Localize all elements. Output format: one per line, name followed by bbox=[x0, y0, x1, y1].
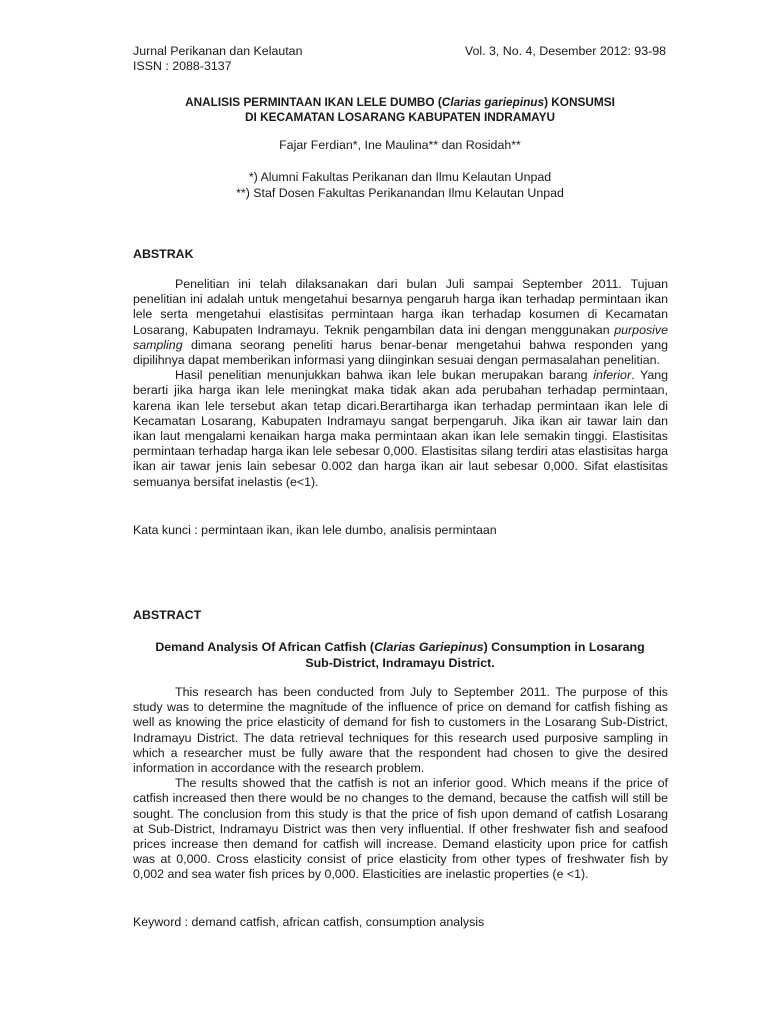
text-italic: inferior bbox=[593, 368, 632, 383]
abstrak-keywords: Kata kunci : permintaan ikan, ikan lele dumbo, analisis permintaan bbox=[133, 523, 497, 537]
title-part: ANALISIS PERMINTAAN IKAN LELE DUMBO ( bbox=[185, 95, 442, 109]
authors: Fajar Ferdian*, Ine Maulina** dan Rosidah** bbox=[279, 138, 521, 152]
abstrak-paragraph-2 bbox=[133, 368, 668, 490]
abstract-heading: ABSTRACT bbox=[133, 608, 202, 622]
abstract-body bbox=[133, 685, 668, 883]
title-part: Demand Analysis Of African Catfish ( bbox=[155, 640, 375, 654]
title-part: ) KONSUMSI bbox=[544, 95, 615, 109]
abstrak-heading: ABSTRAK bbox=[133, 247, 194, 261]
abstrak-body bbox=[133, 277, 668, 490]
abstract-paragraph-1: This research has been conducted from July to September 2011. The purpose of this study was to determine the magnitude of the influence of price on demand for catfish fishing as well as knowing the price elasticity of demand for fish to customers in the Losarang Sub-District, Indramayu District. The data retrieval techniques for this research used purposive sampling in which a researcher must be fully aware that the respondent had chosen to give the desired information in accordance with the research problem. bbox=[133, 685, 668, 776]
text-run: . Yang berarti jika harga ikan lele meningkat maka tidak akan ada perubahan terhadap permintaan, karena ikan lele tersebut akan tetap dicari.Berartiharga ikan terhadap permintaan ikan lele di Kecamatan Losarang, Kabupaten Indramayu sangat berpengaruh. Jika ikan air tawar lain dan ikan laut mengalami kenaikan harga maka permintaan akan ikan lele semakin tinggi. Elastisitas permintaan terhadap harga ikan lele sebesar 0,000. Elastisitas silang terdiri atas elastisitas harga ikan air tawar jenis lain sebesar 0.002 dan harga ikan air laut sebesar 0,000. Sifat elastisitas semuanya bersifat inelastis (e<1). bbox=[133, 368, 668, 489]
text-italic: purposive sampling bbox=[133, 322, 668, 352]
affiliation-1: *) Alumni Fakultas Perikanan dan Ilmu Kelautan Unpad bbox=[248, 170, 552, 184]
affiliations bbox=[100, 170, 700, 201]
issn: ISSN : 2088-3137 bbox=[133, 59, 232, 73]
journal-header bbox=[133, 44, 666, 74]
paper-title bbox=[100, 95, 700, 124]
title-line-2: DI KECAMATAN LOSARANG KABUPATEN INDRAMAYU bbox=[245, 109, 555, 124]
affiliation-2: **) Staf Dosen Fakultas Perikanandan Ilmu Kelautan Unpad bbox=[236, 185, 564, 200]
text-run: dimana seorang peneliti harus benar-benar mengetahui bahwa responden yang dipilihnya dapat memberikan informasi yang diinginkan sesuai dengan permasalahan penelitian. bbox=[133, 337, 668, 368]
english-title bbox=[100, 640, 700, 671]
title-species: Clarias gariepinus bbox=[441, 95, 545, 109]
text-run: Hasil penelitian menunjukkan bahwa ikan lele bukan merupakan barang bbox=[175, 368, 594, 383]
title-part: ) Consumption in Losarang bbox=[483, 640, 645, 654]
abstract-paragraph-2: The results showed that the catfish is not an inferior good. Which means if the price of catfish increased then there would be no changes to the demand, because the catfish will still be sought. The conclusion from this study is that the price of fish upon demand of catfish Losarang at Sub-District, Indramayu District was then very influential. If other freshwater fish and seafood prices increase then demand for catfish will increase. Demand elasticity upon price for catfish was at 0,000. Cross elasticity consist of price elasticity from other types of freshwater fish by 0,002 and sea water fish prices by 0,000. Elasticities are inelastic properties (e <1). bbox=[133, 776, 668, 882]
journal-name: Jurnal Perikanan dan Kelautan bbox=[133, 44, 303, 58]
abstrak-paragraph-1 bbox=[133, 277, 668, 368]
abstract-keywords: Keyword : demand catfish, african catfish, consumption analysis bbox=[133, 915, 485, 929]
title-line-2: Sub-District, Indramayu District. bbox=[305, 655, 495, 670]
title-species: Clarias Gariepinus bbox=[374, 640, 484, 654]
text-run: Penelitian ini telah dilaksanakan dari bulan Juli sampai September 2011. Tujuan penelitian ini adalah untuk mengetahui besarnya pengaruh harga ikan terhadap permintaan ikan lele serta mengetahui elastisitas permintaan harga ikan terhadap kosumen di Kecamatan Losarang, Kabupaten Indramayu. Teknik pengambilan data ini dengan menggunakan bbox=[133, 277, 668, 337]
volume-info: Vol. 3, No. 4, Desember 2012: 93-98 bbox=[464, 44, 666, 58]
